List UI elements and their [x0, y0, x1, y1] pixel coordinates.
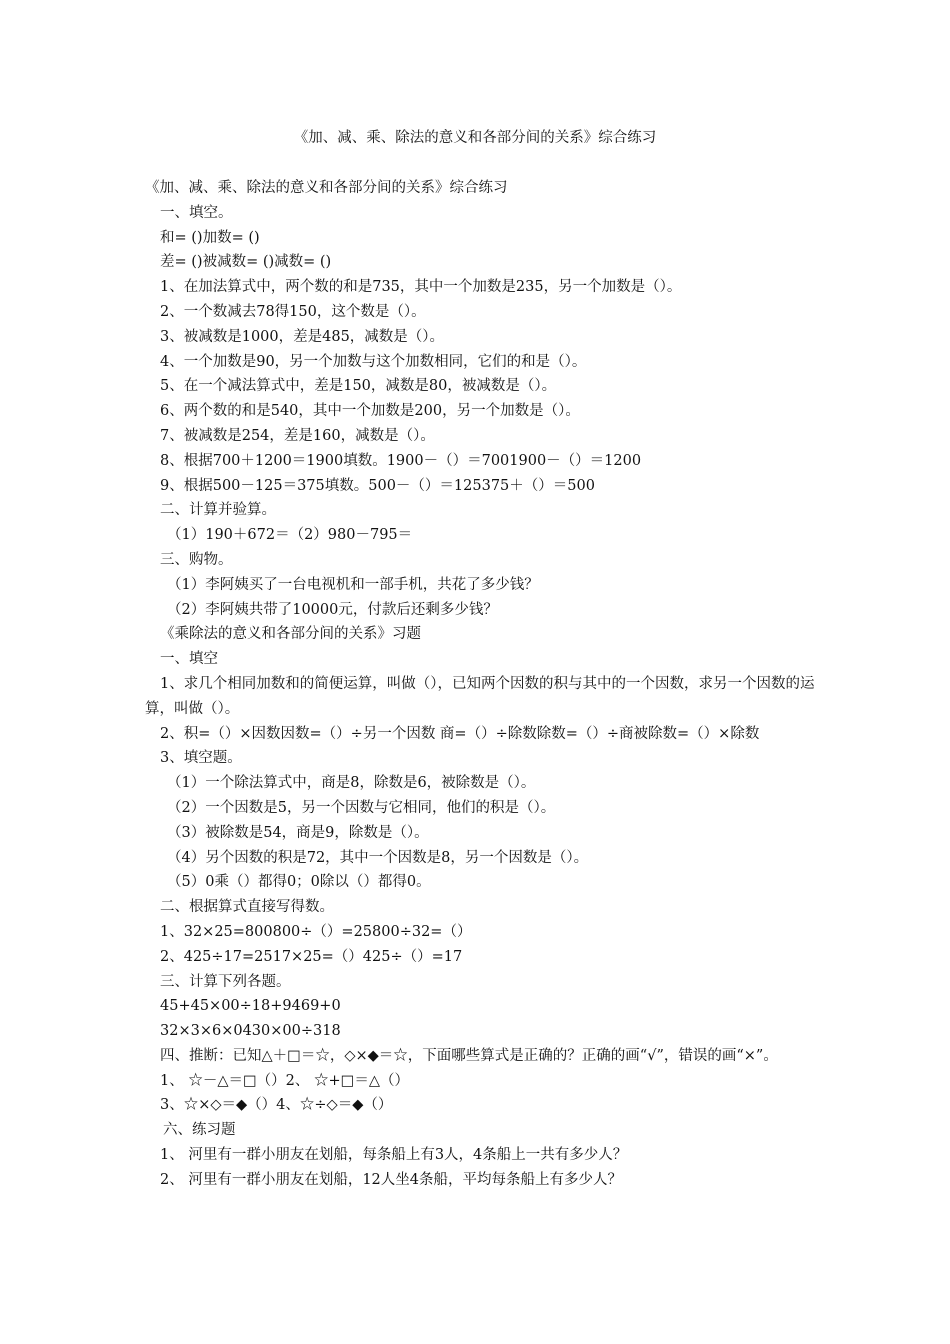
text-line: （5）0乘（）都得0；0除以（）都得0。	[167, 874, 431, 891]
text-line: 7、被减数是254，差是160，减数是（）。	[160, 427, 435, 444]
text-line: 3、被减数是1000，差是485，减数是（）。	[160, 328, 445, 345]
text-line: 二、计算并验算。	[160, 502, 276, 519]
text-line: （1）一个除法算式中，商是8，除数是6，被除数是（）。	[167, 775, 536, 792]
document-body	[145, 176, 815, 1193]
text-line: 8、根据700＋1200＝1900填数。1900－（）＝7001900－（）＝1200	[160, 452, 642, 469]
text-line: 6、两个数的和是540，其中一个加数是200，另一个加数是（）。	[160, 403, 580, 420]
text-line: 1、 河里有一群小朋友在划船，每条船上有3人，4条船上一共有多少人？	[160, 1147, 628, 1164]
text-line: 《加、减、乘、除法的意义和各部分间的关系》综合练习	[145, 180, 508, 196]
text-line: 三、计算下列各题。	[160, 973, 291, 990]
text-line: （2）李阿姨共带了10000元，付款后还剩多少钱？	[167, 601, 498, 618]
text-line: 5、在一个减法算式中，差是150，减数是80，被减数是（）。	[160, 378, 557, 395]
text-line: 4、一个加数是90，另一个加数与这个加数相同，它们的和是（）。	[160, 353, 587, 370]
text-line: 和= ()加数= ()	[160, 229, 260, 246]
text-line: 四、推断：已知△＋□＝☆，◇×◆＝☆，下面哪些算式是正确的？正确的画“√”，错误的画“×”。	[160, 1047, 778, 1064]
text-line: 9、根据500－125＝375填数。500－（）＝125375＋（）＝500	[160, 477, 595, 494]
text-line: 45+45×00÷18+9469+0	[160, 998, 341, 1015]
text-line: 《乘除法的意义和各部分间的关系》习题	[160, 626, 421, 643]
text-line: 1、32×25=800800÷（）=25800÷32=（）	[160, 923, 472, 940]
text-line: 1、在加法算式中，两个数的和是735，其中一个加数是235，另一个加数是（）。	[160, 279, 682, 296]
text-line: 2、425÷17=2517×25=（）425÷（）=17	[160, 948, 463, 965]
text-line: 32×3×6×0430×00÷318	[160, 1023, 341, 1040]
text-line: 一、填空	[160, 651, 218, 668]
text-line: （2）一个因数是5，另一个因数与它相同，他们的积是（）。	[167, 799, 556, 816]
text-line: 一、填空。	[160, 204, 233, 221]
text-line: （1）190＋672＝（2）980－795＝	[167, 527, 413, 544]
text-line: （4）另个因数的积是72，其中一个因数是8，另一个因数是（）。	[167, 849, 589, 866]
text-line: 1、 ☆－△＝□（）2、 ☆+□＝△（）	[160, 1072, 410, 1089]
text-line: 2、积=（）×因数因数=（）÷另一个因数 商=（）÷除数除数=（）÷商被除数=（）×除数	[160, 725, 760, 742]
text-line: 三、购物。	[160, 551, 233, 568]
text-line: （3）被除数是54，商是9，除数是（）。	[167, 824, 429, 841]
text-line: 2、一个数减去78得150，这个数是（）。	[160, 303, 426, 320]
text-line: 1、求几个相同加数和的简便运算，叫做（），已知两个因数的积与其中的一个因数，求另一个因数的运算，叫做（）。	[145, 675, 815, 717]
text-line: 二、根据算式直接写得数。	[160, 899, 334, 916]
text-line: 3、填空题。	[160, 750, 242, 767]
text-line: 2、 河里有一群小朋友在划船，12人坐4条船，平均每条船上有多少人？	[160, 1171, 623, 1188]
text-line: 3、☆×◇＝◆（）4、☆÷◇＝◆（）	[160, 1097, 393, 1114]
text-line: 差= ()被减数= ()减数= ()	[160, 254, 332, 271]
page-header-title: 《加、减、乘、除法的意义和各部分间的关系》综合练习	[293, 130, 657, 146]
text-line: 六、练习题	[163, 1122, 236, 1139]
text-line: （1）李阿姨买了一台电视机和一部手机，共花了多少钱？	[167, 576, 539, 593]
